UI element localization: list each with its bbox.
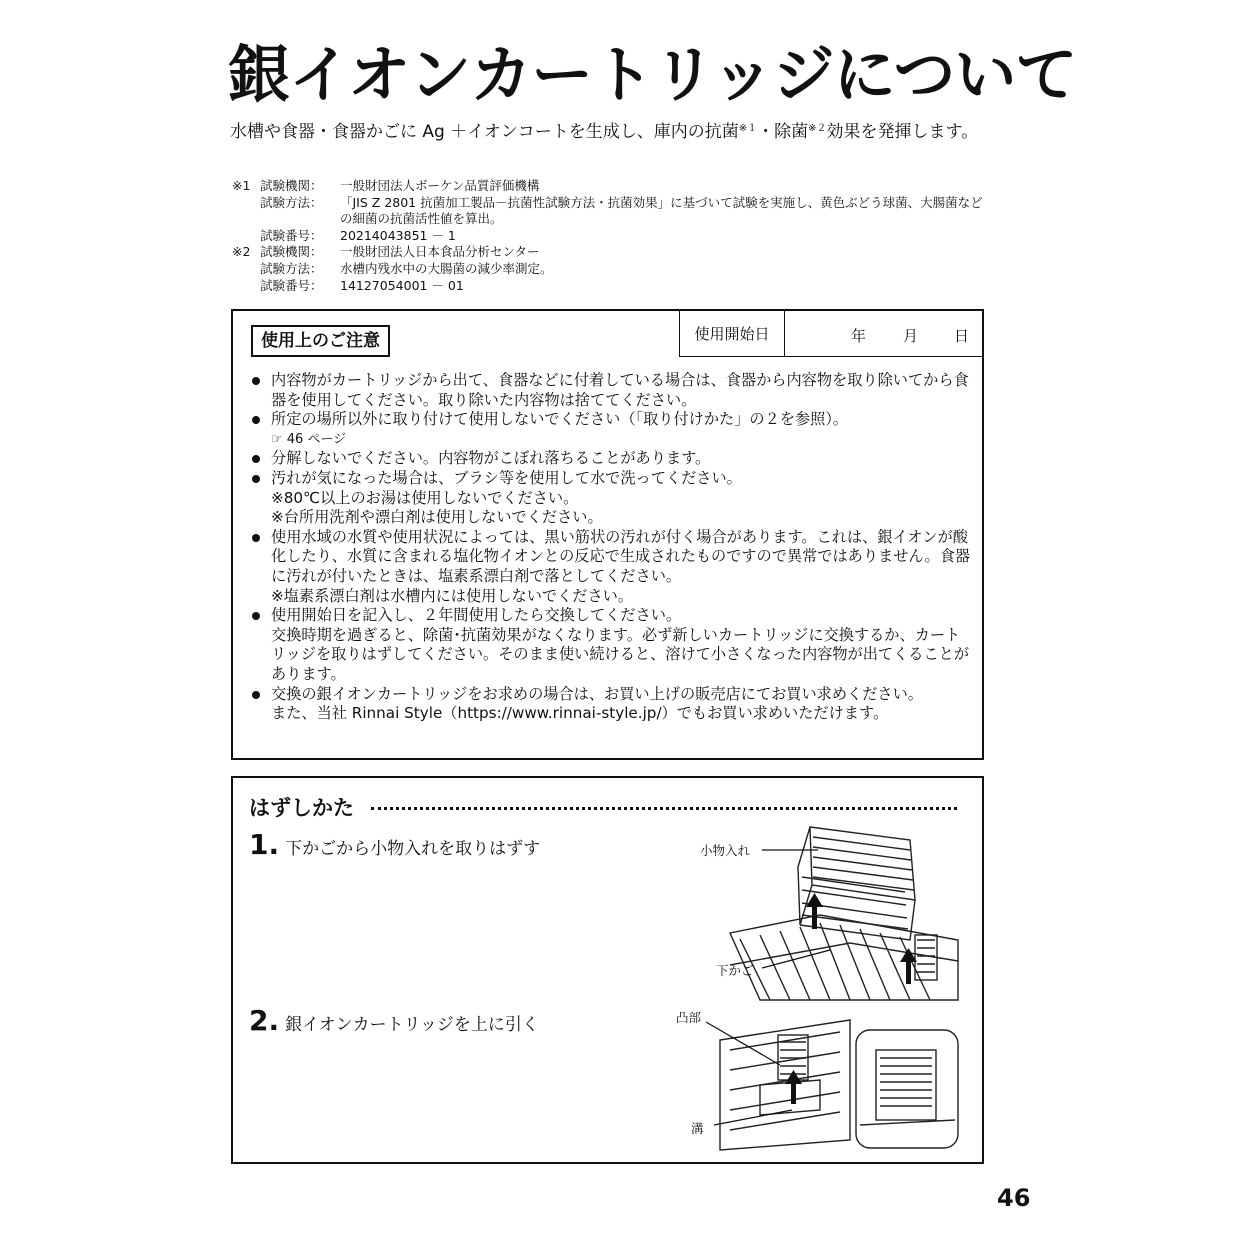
caution-heading: 使用上のご注意	[251, 325, 390, 357]
sub-note: また、当社 Rinnai Style（https://www.rinnai-style.jp/）でもお買い求めいただけます。	[271, 704, 889, 723]
page-title: 銀イオンカートリッジについて	[228, 38, 1077, 111]
caption-small-case: 小物入れ	[700, 843, 751, 858]
page-reference[interactable]: ☞ 46 ページ	[271, 431, 347, 447]
note-row: 試験方法： 「JIS Z 2801 抗菌加工製品－抗菌性試験方法・抗菌効果」に基づいて試験を実施し、黄色ぶどう球菌、大腸菌などの細菌の抗菌活性値を算出。	[260, 194, 983, 227]
list-item: 所定の場所以外に取り付けて使用しないでください（「取り付けかた」の２を参照）。	[249, 410, 971, 430]
day-label: 日	[954, 327, 970, 345]
list-item: 分解しないでください。内容物がこぼれ落ちることがあります。	[249, 449, 971, 469]
note-row: 試験番号： 20214043851 － 1	[260, 227, 456, 243]
list-item: 交換の銀イオンカートリッジをお求めの場合は、お買い上げの販売店にてお買い求めください。	[249, 685, 971, 705]
note-row: 試験方法： 水槽内残水中の大腸菌の減少率測定。	[260, 260, 553, 276]
year-label: 年	[851, 327, 867, 345]
list-item: 使用開始日を記入し、２年間使用したら交換してください。	[249, 606, 971, 626]
dotted-leader	[371, 807, 957, 810]
step-2: 2. 銀イオンカートリッジを上に引く	[249, 1004, 539, 1037]
caption-lower-basket: 下かご	[716, 963, 754, 978]
test-notes	[232, 178, 992, 294]
note-row: ※2 試験機関： 一般財団法人日本食品分析センター	[232, 244, 540, 260]
list-item: 内容物がカートリッジから出て、食器などに付着している場合は、食器から内容物を取り除いてから食器を使用してください。取り除いた内容物は捨ててください。	[249, 371, 971, 410]
removal-heading: はずしかた	[249, 796, 354, 820]
caption-protrusion: 凸部	[676, 1010, 702, 1025]
start-date-field[interactable]	[785, 311, 984, 357]
caution-box	[231, 309, 984, 760]
sub-note: ※塩素系漂白剤は水槽内には使用しないでください。	[271, 586, 634, 605]
sub-note: ※台所用洗剤や漂白剤は使用しないでください。	[271, 508, 603, 527]
step-1: 1. 下かごから小物入れを取りはずす	[249, 828, 541, 861]
start-date-label: 使用開始日	[679, 311, 785, 357]
month-label: 月	[903, 327, 919, 345]
note-row: 試験番号： 14127054001 － 01	[260, 277, 464, 293]
page-number: 46	[997, 1184, 1031, 1212]
caption-groove: 溝	[691, 1121, 704, 1136]
sub-note: 交換時期を過ぎると、除菌･抗菌効果がなくなります。必ず新しいカートリッジに交換するか、カートリッジを取りはずしてください。そのまま使い続けると、溶けて小さくなった内容物が出てくることがあります。	[271, 625, 970, 683]
list-item: 使用水域の水質や使用状況によっては、黒い筋状の汚れが付く場合があります。これは、銀イオンが酸化したり、水質に含まれる塩化物イオンとの反応で生成されたものですので異常ではありません。食器に汚れが付いたときは、塩素系漂白剤で落としてください。	[249, 528, 971, 587]
cartridge-illustration	[700, 1010, 962, 1155]
caution-list	[249, 371, 971, 724]
note-row: ※1 試験機関： 一般財団法人ボーケン品質評価機構	[232, 178, 540, 193]
sub-note: ※80℃以上のお湯は使用しないでください。	[271, 488, 579, 507]
list-item: 汚れが気になった場合は、ブラシ等を使用して水で洗ってください。	[249, 469, 971, 489]
intro-text: 水槽や食器・食器かごに Ag ＋イオンコートを生成し、庫内の抗菌$^{※1}$・除菌$^{※2}$効果を発揮します。	[230, 122, 979, 142]
